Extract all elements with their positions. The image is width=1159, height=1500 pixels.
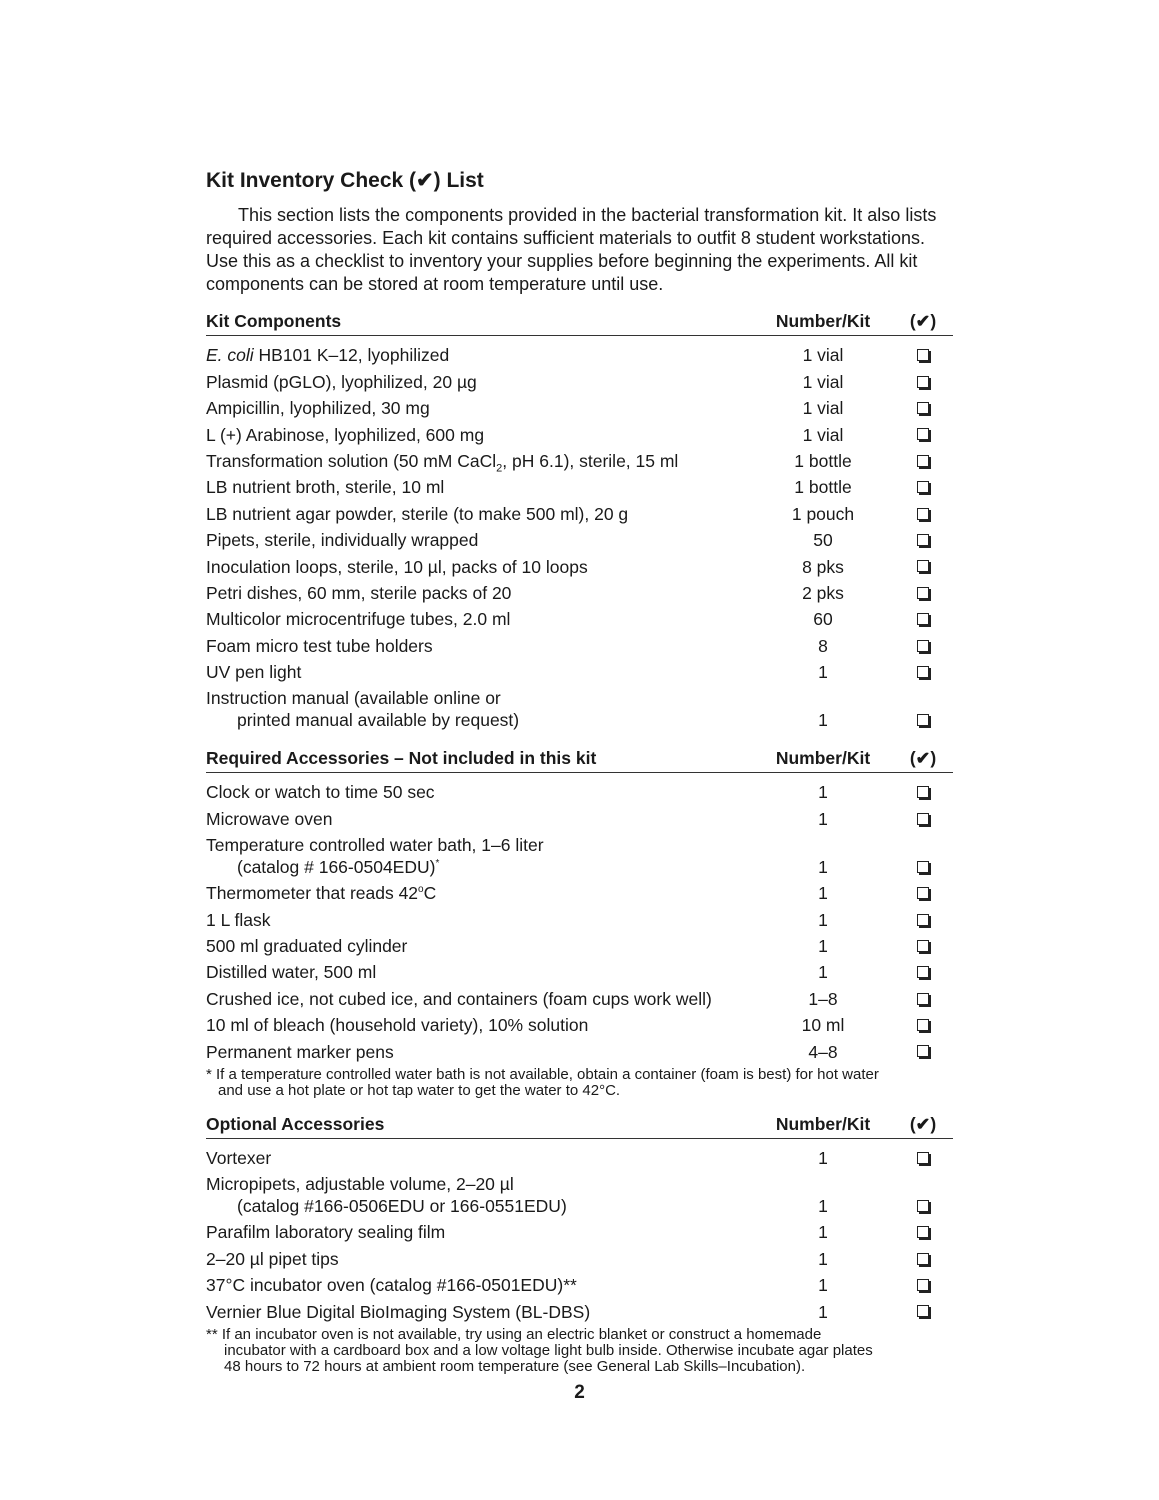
item-name-text: (catalog #166-0506EDU or 166-0551EDU) [237, 1195, 567, 1216]
check-cell [893, 781, 953, 805]
item-name [206, 582, 753, 606]
item-name-text: L (+) Arabinose, lyophilized, 600 mg [206, 424, 485, 445]
item-quantity: 1 [818, 936, 828, 957]
item-name [206, 1147, 753, 1171]
list-item [206, 553, 953, 579]
item-name-text: Microwave oven [206, 808, 333, 829]
check-cell [893, 935, 953, 959]
item-quantity: 1 [818, 782, 828, 803]
item-quantity: 1 vial [802, 345, 844, 366]
item-name-line [206, 962, 376, 982]
item-name-line [206, 1015, 588, 1035]
item-name-line [206, 372, 477, 392]
checkbox-icon[interactable] [917, 1019, 929, 1031]
item-name [206, 476, 753, 500]
number-column-header: Number/Kit [775, 311, 871, 331]
item-quantity: 1 [818, 856, 828, 877]
item-name-line [206, 477, 444, 497]
item-name [206, 935, 753, 959]
item-name-line [206, 1174, 514, 1194]
item-quantity: 1 vial [802, 424, 844, 445]
item-quantity: 1 pouch [791, 503, 855, 524]
check-column-header: (✔) [909, 1113, 937, 1134]
list-item [206, 368, 953, 394]
item-quantity: 60 [813, 609, 833, 630]
item-quantity: 1 [818, 662, 828, 683]
check-cell [893, 529, 953, 553]
item-quantity: 8 pks [802, 556, 844, 577]
list-item [206, 685, 953, 733]
item-name [206, 503, 753, 527]
item-name-text: Crushed ice, not cubed ice, and containers (foam cups work well) [206, 988, 712, 1009]
required-accessories-section [206, 747, 953, 1099]
item-quantity: 1 [818, 1301, 828, 1322]
item-name-superscript: o [418, 884, 424, 896]
checkbox-icon[interactable] [917, 534, 929, 546]
item-quantity: 1–8 [808, 988, 838, 1009]
section-title: Required Accessories – Not included in this kit [206, 748, 597, 769]
item-quantity: 1 [818, 710, 828, 731]
check-cell [893, 882, 953, 906]
item-name [206, 371, 753, 395]
check-cell [893, 988, 953, 1012]
item-quantity: 1 [818, 1248, 828, 1269]
item-name-line [206, 425, 484, 445]
item-name-continuation [206, 709, 753, 731]
item-name [206, 424, 753, 448]
required-accessories-header [206, 747, 953, 773]
list-item [206, 779, 953, 805]
item-name [206, 1014, 753, 1038]
item-name-text: Thermometer that reads 42 [206, 883, 419, 904]
item-name-line [206, 557, 588, 577]
list-item [206, 421, 953, 447]
checkbox-icon[interactable] [917, 887, 929, 899]
checkbox-icon[interactable] [917, 1253, 929, 1265]
checkbox-icon[interactable] [917, 1152, 929, 1164]
check-cell [893, 1274, 953, 1298]
checkbox-icon[interactable] [917, 1279, 929, 1291]
checkbox-icon[interactable] [917, 640, 929, 652]
item-name [206, 1274, 753, 1298]
item-quantity: 1 [818, 962, 828, 983]
checkbox-icon[interactable] [917, 587, 929, 599]
item-quantity: 1 vial [802, 398, 844, 419]
kit-components-section [206, 310, 953, 733]
checkbox-icon[interactable] [917, 508, 929, 520]
check-cell [893, 608, 953, 632]
item-name-text: Plasmid (pGLO), lyophilized, 20 µg [206, 371, 477, 392]
check-cell [893, 808, 953, 832]
section-title: Optional Accessories [206, 1113, 385, 1134]
checkbox-icon[interactable] [917, 786, 929, 798]
check-cell [893, 709, 953, 733]
item-name-line [206, 835, 544, 855]
item-name-text: Vortexer [206, 1147, 272, 1168]
item-name-line [206, 662, 301, 682]
section-title: Kit Components [206, 311, 342, 331]
item-name [206, 781, 753, 805]
item-name-continuation [206, 856, 753, 878]
item-quantity: 1 bottle [794, 477, 852, 498]
item-name-text: C [423, 883, 437, 904]
list-item [206, 1219, 953, 1245]
item-name-text: printed manual available by request) [237, 710, 520, 731]
item-name-text: Transformation solution (50 mM CaCl [206, 450, 497, 471]
check-cell [893, 1301, 953, 1325]
item-name [206, 882, 753, 906]
item-name-text: 2–20 µl pipet tips [206, 1248, 339, 1269]
list-item [206, 1038, 953, 1064]
list-item [206, 1145, 953, 1171]
item-name-line [206, 345, 449, 365]
optional-accessories-list [206, 1145, 953, 1325]
item-name-text: , pH 6.1), sterile, 15 ml [502, 450, 679, 471]
checkbox-icon[interactable] [917, 428, 929, 440]
item-quantity: 1 [818, 1222, 828, 1243]
checkbox-icon[interactable] [917, 813, 929, 825]
kit-components-list [206, 342, 953, 733]
item-name [206, 961, 753, 985]
item-name-text: Inoculation loops, sterile, 10 µl, packs of 10 loops [206, 556, 588, 577]
check-cell [893, 635, 953, 659]
item-name-line [206, 883, 436, 903]
list-item [206, 659, 953, 685]
list-item [206, 832, 953, 880]
item-name-line [206, 504, 628, 524]
checkbox-icon[interactable] [917, 1045, 929, 1057]
checkbox-icon[interactable] [917, 349, 929, 361]
item-name-line [206, 1222, 445, 1242]
item-name [206, 344, 753, 368]
item-name [206, 1248, 753, 1272]
item-name-line [206, 583, 511, 603]
item-name-continuation [206, 1195, 753, 1217]
check-cell [893, 556, 953, 580]
item-name-text: Micropipets, adjustable volume, 2–20 µl [206, 1173, 514, 1194]
list-item [206, 342, 953, 368]
item-name-text: Instruction manual (available online or [206, 688, 501, 709]
item-name-text: Parafilm laboratory sealing film [206, 1222, 446, 1243]
check-cell [893, 1248, 953, 1272]
item-quantity: 2 pks [802, 582, 844, 603]
item-name [206, 988, 753, 1012]
item-name [206, 1221, 753, 1245]
item-name [206, 1173, 753, 1219]
checkbox-icon[interactable] [917, 966, 929, 978]
item-name-line [206, 1302, 590, 1322]
checkbox-icon[interactable] [917, 1226, 929, 1238]
item-name-italic: E. coli [206, 345, 254, 366]
list-item [206, 933, 953, 959]
item-name-subscript: 2 [496, 462, 503, 475]
check-cell [893, 661, 953, 685]
checkbox-icon[interactable] [917, 1305, 929, 1317]
item-quantity: 1 [818, 1147, 828, 1168]
list-item [206, 527, 953, 553]
item-name [206, 450, 753, 474]
check-cell [893, 450, 953, 474]
checkbox-icon[interactable] [917, 455, 929, 467]
item-name-text: HB101 K–12, lyophilized [253, 345, 450, 366]
item-name-line [206, 782, 435, 802]
list-item [206, 985, 953, 1011]
item-name-line [206, 398, 430, 418]
item-name [206, 397, 753, 421]
optional-accessories-header [206, 1113, 953, 1139]
item-name-text: 500 ml graduated cylinder [206, 936, 408, 957]
check-cell [893, 424, 953, 448]
item-name-text: Foam micro test tube holders [206, 635, 433, 656]
list-item [206, 805, 953, 831]
list-item [206, 606, 953, 632]
list-item [206, 632, 953, 658]
item-name-line [206, 809, 332, 829]
item-name-line [206, 1042, 394, 1062]
item-quantity: 1 vial [802, 371, 844, 392]
checkbox-icon[interactable] [917, 666, 929, 678]
item-name-line [206, 636, 433, 656]
checkbox-icon[interactable] [917, 914, 929, 926]
list-item [206, 474, 953, 500]
check-cell [893, 582, 953, 606]
item-name-line [206, 530, 478, 550]
number-column-header: Number/Kit [775, 748, 871, 769]
item-name-text: 10 ml of bleach (household variety), 10% solution [206, 1015, 589, 1036]
item-name-line [206, 1249, 339, 1269]
check-cell [893, 344, 953, 368]
check-cell [893, 476, 953, 500]
item-name-line [206, 989, 712, 1009]
item-name [206, 1041, 753, 1065]
checkbox-icon[interactable] [917, 1200, 929, 1212]
check-cell [893, 856, 953, 880]
check-cell [893, 1221, 953, 1245]
item-quantity: 1 [818, 883, 828, 904]
check-cell [893, 1195, 953, 1219]
list-item [206, 880, 953, 906]
item-name-text: Clock or watch to time 50 sec [206, 782, 435, 803]
check-cell [893, 961, 953, 985]
item-name-text: Distilled water, 500 ml [206, 962, 377, 983]
list-item [206, 1298, 953, 1324]
checkbox-icon[interactable] [917, 376, 929, 388]
item-quantity: 50 [813, 530, 833, 551]
check-cell [893, 371, 953, 395]
page-number: 2 [574, 1382, 585, 1403]
item-name-text: 1 L flask [206, 909, 271, 930]
item-quantity: 1 [818, 808, 828, 829]
item-name [206, 635, 753, 659]
item-quantity: 1 [818, 909, 828, 930]
item-name [206, 687, 753, 733]
item-name-line [206, 1148, 271, 1168]
item-name-text: Ampicillin, lyophilized, 30 mg [206, 398, 430, 419]
item-name-line [206, 450, 679, 475]
check-column-header: (✔) [909, 311, 937, 331]
checkbox-icon[interactable] [917, 402, 929, 414]
number-column-header: Number/Kit [775, 1113, 871, 1134]
check-cell [893, 1041, 953, 1065]
page-title: Kit Inventory Check (✔) List [206, 169, 484, 192]
item-name-line [206, 1275, 577, 1295]
item-name [206, 1301, 753, 1325]
check-cell [893, 1147, 953, 1171]
item-name-superscript: * [435, 858, 440, 870]
list-item [206, 395, 953, 421]
item-name-text: Petri dishes, 60 mm, sterile packs of 20 [206, 582, 512, 603]
item-name [206, 661, 753, 685]
document-page [206, 168, 953, 1375]
item-quantity: 4–8 [808, 1041, 838, 1062]
item-quantity: 10 ml [801, 1015, 845, 1036]
intro-paragraph: This section lists the components provided in the bacterial transformation kit. It also lists required accessories. Each kit contains sufficient materials to outfit 8 student workstations. Use this as a checklist to inventory your supplies before beginning the experiments. All kit components can be stored at room temperature until use. [206, 205, 937, 294]
item-quantity: 1 [818, 1195, 828, 1216]
item-quantity: 1 bottle [794, 450, 852, 471]
optional-accessories-section [206, 1113, 953, 1375]
list-item [206, 1012, 953, 1038]
item-name-text: LB nutrient agar powder, sterile (to make 500 ml), 20 g [206, 503, 629, 524]
checkbox-icon[interactable] [917, 613, 929, 625]
list-item [206, 1171, 953, 1219]
kit-components-header [206, 310, 953, 336]
item-name [206, 808, 753, 832]
water-bath-footnote: * If a temperature controlled water bath is not available, obtain a container (foam is best) for hot water and use a hot plate or hot tap water to get the water to 42°C. [206, 1065, 879, 1099]
item-name-line [206, 609, 510, 629]
item-name [206, 556, 753, 580]
item-name-text: 37°C incubator oven (catalog #166-0501EDU)** [206, 1275, 577, 1296]
item-quantity: 1 [818, 1275, 828, 1296]
item-name-line [206, 936, 407, 956]
checkbox-icon[interactable] [917, 560, 929, 572]
incubator-footnote: ** If an incubator oven is not available, try using an electric blanket or construct a homemade incubator with a cardboard box and a low voltage light bulb inside. Otherwise incubate agar plates 48 hours to 72 hours at ambient room temperature (see General Lab Skills–Incubation). [206, 1325, 873, 1375]
list-item [206, 1245, 953, 1271]
item-name [206, 529, 753, 553]
item-name-line [206, 688, 501, 708]
item-name-text: Temperature controlled water bath, 1–6 liter [206, 834, 544, 855]
checkbox-icon[interactable] [917, 993, 929, 1005]
item-name-text: UV pen light [206, 662, 302, 683]
item-quantity: 8 [818, 635, 828, 656]
item-name [206, 608, 753, 632]
item-name [206, 909, 753, 933]
list-item [206, 1272, 953, 1298]
checkbox-icon[interactable] [917, 714, 929, 726]
checkbox-icon[interactable] [917, 940, 929, 952]
item-name-line [206, 910, 271, 930]
required-accessories-list [206, 779, 953, 1065]
list-item [206, 448, 953, 474]
checkbox-icon[interactable] [917, 861, 929, 873]
item-name-text: Pipets, sterile, individually wrapped [206, 530, 479, 551]
item-name-text: Vernier Blue Digital BioImaging System (BL-DBS) [206, 1301, 591, 1322]
list-item [206, 500, 953, 526]
item-name [206, 834, 753, 880]
list-item [206, 959, 953, 985]
item-name-text: Multicolor microcentrifuge tubes, 2.0 ml [206, 609, 511, 630]
check-column-header: (✔) [909, 748, 937, 769]
item-name-text: Permanent marker pens [206, 1041, 394, 1062]
check-cell [893, 909, 953, 933]
item-name-text: LB nutrient broth, sterile, 10 ml [206, 477, 445, 498]
list-item [206, 906, 953, 932]
checkbox-icon[interactable] [917, 481, 929, 493]
item-name-text: (catalog # 166-0504EDU) [237, 856, 436, 877]
list-item [206, 580, 953, 606]
check-cell [893, 1014, 953, 1038]
check-cell [893, 503, 953, 527]
check-cell [893, 397, 953, 421]
